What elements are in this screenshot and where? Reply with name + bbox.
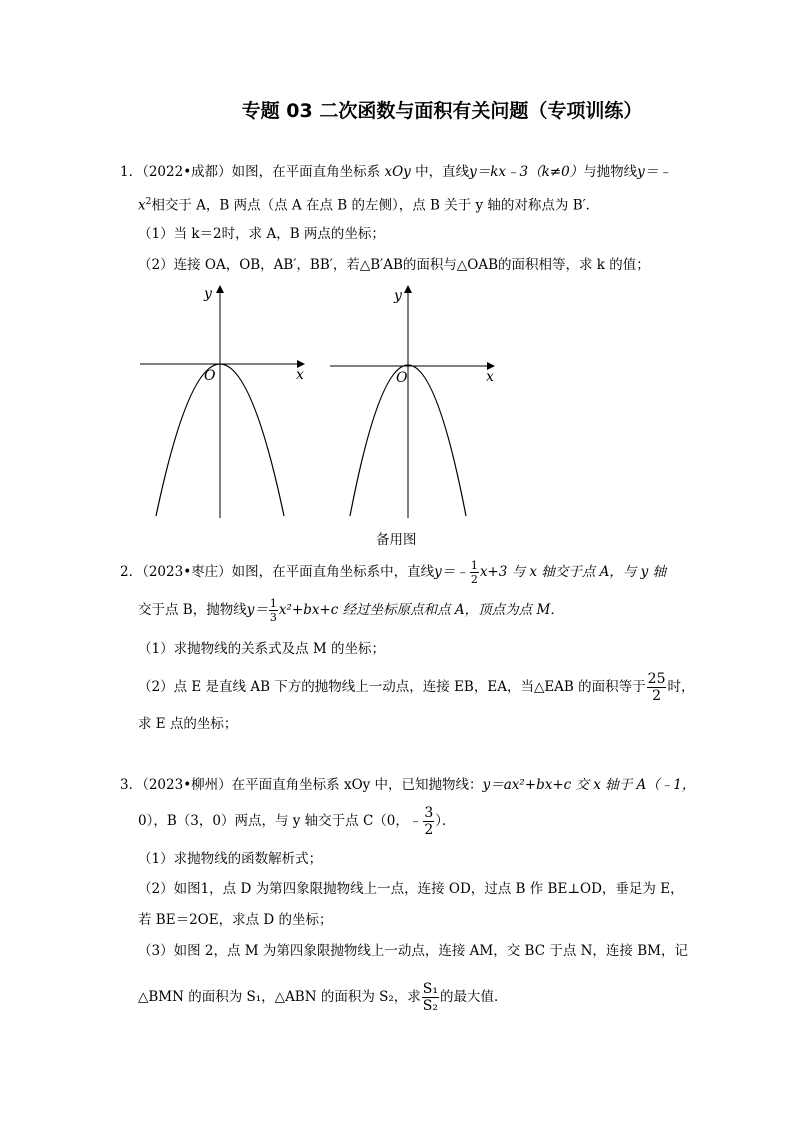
q3-source: （2023•柳州） [142,777,232,793]
q1-parabola-equation: y＝﹣ [637,164,672,180]
q1-xoy: xOy [384,164,411,180]
x-axis-label: x [296,367,304,383]
q1-number: 1． [120,164,143,180]
q3-text: ）． [435,813,456,829]
q1-text: 与抛物线 [583,164,638,180]
q3-text: 0），B（3，0）两点，与 y 轴交于点 C（0，﹣ [138,813,423,829]
q1-text: 如图，在平面直角坐标系 [231,164,385,180]
fraction-denominator: 2 [652,688,662,704]
q2-part-2-cont: 求 E 点的坐标； [138,716,238,732]
q3-text: 的最大值． [440,989,508,1005]
q3-number: 3． [120,777,143,793]
q2-fraction-half [470,560,479,585]
origin-label: O [204,368,216,384]
q2-text: （2）点 E 是直线 AB 下方的抛物线上一动点，连接 EB，EA，当△EAB 的面积等于 [138,679,646,695]
page-title: 专题 03 二次函数与面积有关问题（专项训练） [241,100,643,122]
q1-graph-1 [138,284,318,524]
q3-part-3-cont [138,980,508,1014]
q2-fraction-third [269,598,278,623]
q2-number: 2． [120,564,143,580]
fraction-numerator: 1 [470,559,478,572]
q3-fraction-s1-s2 [422,982,439,1013]
fraction-denominator: 2 [470,573,478,586]
fraction-denominator: 2 [424,822,434,838]
q1-source: （2022•成都） [142,164,232,180]
q3-text: △BMN 的面积为 S₁，△ABN 的面积为 S₂，求 [138,989,421,1005]
q1-sup: 2 [145,197,152,207]
q3-part-1: （1）求抛物线的函数解析式； [138,851,323,867]
q2-text: 时， [667,679,695,695]
q1-text: 中，直线 [410,164,470,180]
q1-line-equation: y＝kx﹣3（k≠0） [469,164,584,180]
q3-part-2-cont: 若 BE＝2OE，求点 D 的坐标； [138,912,333,928]
fraction-denominator: 3 [269,611,277,624]
q3-line-2 [138,805,456,838]
fraction-numerator: 1 [269,597,277,610]
q2-fraction-25-2 [647,672,667,703]
q2-text: x²+bx+c 经过坐标原点和点 A，顶点为点 M． [278,602,564,618]
fraction-numerator: 25 [647,671,666,687]
x-axis-label: x [486,369,494,385]
q2-part-1: （1）求抛物线的关系式及点 M 的坐标； [138,641,385,657]
q1-text: 相交于 A，B 两点（点 A 在点 B 的左侧），点 B 关于 y 轴的对称点为 B′． [151,197,600,214]
figure-caption: 备用图 [376,532,417,548]
fraction-numerator: 3 [424,805,434,821]
q2-part-2 [138,671,695,704]
y-axis-label: y [204,286,212,302]
q3-part-3: （3）如图 2，点 M 为第四象限抛物线上一动点，连接 AM，交 BC 于点 N，连接 BM，记 [138,943,688,959]
q2-line-1 [120,559,666,585]
q1-x: x [138,197,146,214]
q1-graph-2 [328,284,508,524]
q3-line-1 [120,776,695,794]
q3-fraction-3-2 [423,806,434,837]
q1-part-2: （2）连接 OA，OB，AB′，BB′，若△B′AB的面积与△OAB的面积相等，求 k 的值； [138,257,650,273]
q1-line-2 [138,193,599,215]
q1-line-1 [120,163,672,181]
q2-equation: y＝ [246,602,268,618]
q2-line-2 [138,597,564,623]
q2-text: 如图，在平面直角坐标系中，直线 [231,564,435,580]
q3-part-2: （2）如图1，点 D 为第四象限抛物线上一点，连接 OD，过点 B 作 BE⊥OD，垂足为 E， [138,881,684,897]
y-axis-label: y [394,288,402,304]
q2-text: 交于点 B，抛物线 [138,602,247,618]
q2-equation: y＝﹣ [434,564,469,580]
q2-text: x+3 与 x 轴交于点 A，与 y 轴 [479,564,667,580]
origin-label: O [396,370,408,386]
fraction-denominator: S₂ [422,998,438,1014]
q2-source: （2023•枣庄） [142,564,232,580]
q3-text: 在平面直角坐标系 xOy 中，已知抛物线： [231,777,483,793]
q3-equation: y＝ax²+bx+c 交 x 轴于 A（﹣1， [482,777,696,793]
q1-part-1: （1）当 k＝2时，求 A，B 两点的坐标； [138,226,385,242]
fraction-numerator: S₁ [422,981,438,997]
